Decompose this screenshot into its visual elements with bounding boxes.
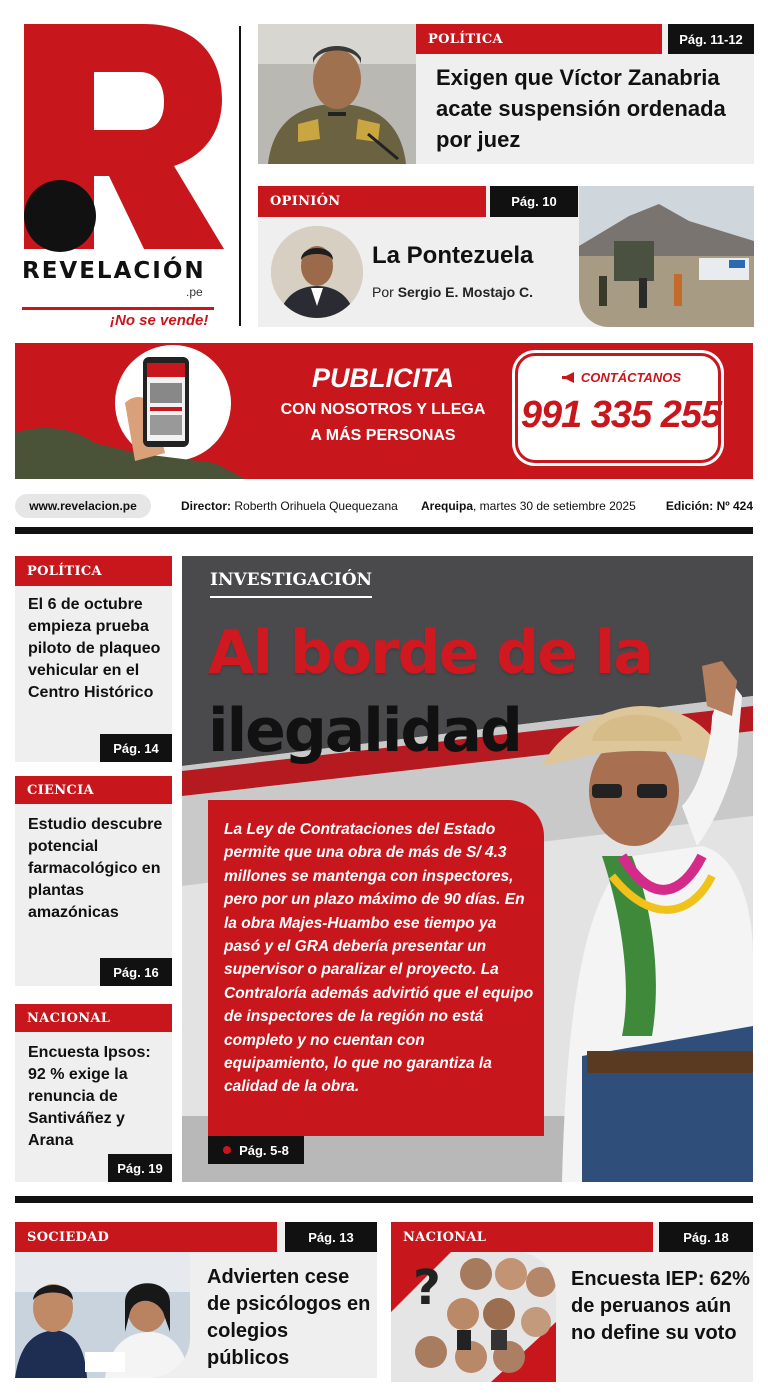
main-summary: La Ley de Contrataciones del Estado permite que una obra de más de S/ 4.3 millones se mantenga con inspectores, pero por un plazo máximo de 90 días. En la obra Majes-Huambo ese tiempo ya pasó y el GRA debería presentar un supervisor o paralizar el proyecto. La Contraloría además advirtió que el equipo de inspectores de la región no está completo y no cuentan con equipamiento, lo que no garantiza la calidad de la obra.: [224, 821, 534, 1096]
ad-title: PUBLICITA: [312, 363, 454, 393]
main-page: Pág. 5-8: [239, 1142, 289, 1158]
ad-line-2: A MÁS PERSONAS: [310, 427, 456, 444]
top-story-section: POLÍTICA: [416, 24, 662, 54]
author-name: Sergio E. Mostajo C.: [397, 284, 534, 300]
main-story[interactable]: [182, 556, 753, 1182]
opinion-box[interactable]: [258, 186, 754, 327]
sidebar-page-1: Pág. 14: [100, 734, 172, 762]
brand-tagline: ¡No se vende!: [110, 312, 209, 329]
phone-hand-illustration: [15, 343, 245, 479]
edition-label: Edición:: [665, 499, 714, 513]
sidebar-story-2[interactable]: [15, 776, 172, 986]
director-info: [181, 499, 398, 513]
opinion-photo: [579, 186, 754, 327]
bullet-dot-icon: [223, 1146, 231, 1154]
bottom-right-page: Pág. 18: [659, 1222, 753, 1252]
bottom-left-page: Pág. 13: [285, 1222, 377, 1252]
megaphone-icon: [561, 372, 577, 383]
main-summary-box: [208, 800, 544, 1136]
bottom-left-section: SOCIEDAD: [15, 1222, 277, 1252]
main-kicker: INVESTIGACIÓN: [210, 570, 372, 598]
svg-text:?: ?: [413, 1260, 441, 1316]
contact-label: CONTÁCTANOS: [580, 370, 682, 385]
bottom-right-story[interactable]: [391, 1222, 753, 1382]
city: Arequipa: [421, 499, 474, 513]
masthead-vertical-divider: [239, 26, 241, 326]
edition-info: [666, 499, 753, 513]
sidebar-story-3[interactable]: [15, 1004, 172, 1182]
website-pill[interactable]: www.revelacion.pe: [15, 494, 151, 518]
contact-phone[interactable]: 991 335 255: [520, 394, 722, 436]
ad-banner[interactable]: [15, 343, 753, 479]
date: , martes 30 de setiembre 2025: [473, 499, 636, 513]
r-logo-icon: [24, 24, 224, 256]
sidebar-headline-1: El 6 de octubre empieza prueba piloto de plaqueo vehicular en el Centro Histórico: [28, 596, 161, 701]
sidebar-page-3: Pág. 19: [108, 1154, 172, 1182]
bottom-rule: [15, 1196, 753, 1203]
byline-prefix: Por: [372, 284, 394, 300]
director-name: Roberth Orihuela Quequezana: [234, 499, 398, 513]
opinion-page: Pág. 10: [490, 186, 578, 217]
main-headline-line-2: ilegalidad: [208, 696, 521, 766]
top-story-page: Pág. 11-12: [668, 24, 754, 54]
director-label: Director:: [181, 499, 232, 513]
top-story-photo: [258, 24, 416, 164]
bottom-right-photo: [391, 1252, 556, 1382]
sidebar-headline-2: Estudio descubre potencial farmacológico en plantas amazónicas: [28, 816, 163, 921]
top-story[interactable]: [258, 24, 754, 164]
top-story-headline: Exigen que Víctor Zanabria acate suspensión ordenada por juez: [436, 65, 726, 152]
info-bar-rule: [15, 527, 753, 534]
ad-line-1: CON NOSOTROS Y LLEGA: [280, 401, 486, 418]
opinion-column-title: La Pontezuela: [372, 242, 534, 269]
edition-number: Nº 424: [716, 499, 753, 513]
sidebar-page-2: Pág. 16: [100, 958, 172, 986]
main-headline-line-1: Al borde de la: [208, 618, 652, 688]
brand-name: REVELACIÓN: [22, 258, 206, 284]
opinion-section: OPINIÓN: [258, 186, 486, 217]
bottom-left-photo: [15, 1252, 190, 1378]
bottom-left-headline: Advierten cese de psicólogos en colegios públicos: [207, 1266, 371, 1369]
info-bar: [15, 492, 753, 520]
main-page-tag: [208, 1136, 304, 1164]
opinion-byline: [372, 284, 533, 300]
sidebar-story-1[interactable]: [15, 556, 172, 762]
masthead-divider: [22, 307, 214, 310]
sidebar-section-2: CIENCIA: [15, 776, 172, 804]
masthead: [14, 20, 224, 330]
brand-domain: .pe: [186, 285, 203, 299]
contact-card[interactable]: [515, 353, 721, 463]
date-info: [421, 499, 636, 513]
contact-label-row: [518, 370, 724, 385]
author-avatar: [271, 226, 363, 318]
bottom-left-story[interactable]: [15, 1222, 377, 1378]
bottom-right-headline: Encuesta IEP: 62% de peruanos aún no define su voto: [571, 1268, 750, 1344]
sidebar-headline-3: Encuesta Ipsos: 92 % exige la renuncia de Santiváñez y Arana: [28, 1044, 151, 1149]
bottom-right-section: NACIONAL: [391, 1222, 653, 1252]
sidebar-section-1: POLÍTICA: [15, 556, 172, 586]
sidebar-section-3: NACIONAL: [15, 1004, 172, 1032]
